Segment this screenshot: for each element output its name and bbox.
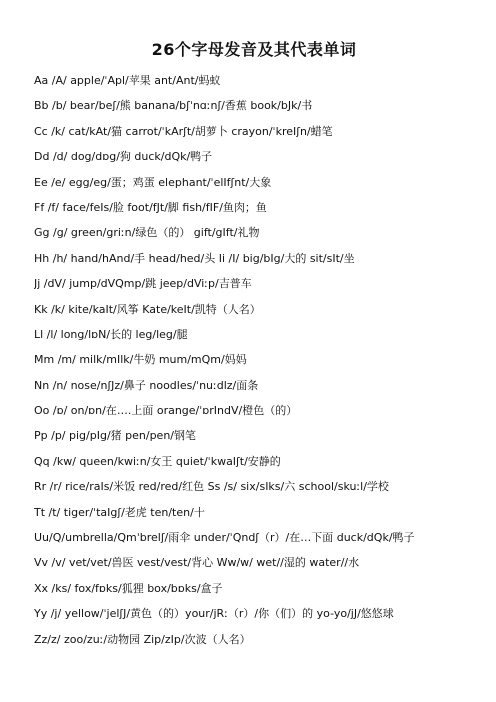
letter-line: Mm /m/ milk/mIlk/牛奶 mum/mQm/妈妈 (34, 353, 247, 367)
letter-line: Cc /k/ cat/kAt/猫 carrot/ˈkArʃt/胡萝卜 crayon/ˈkreIʃn/蜡笔 (34, 124, 333, 138)
letter-line: Gg /g/ green/griːn/绿色（的） gift/gIft/礼物 (34, 226, 260, 240)
letter-line: Xx /ks/ fox/fɒks/狐狸 box/bɒks/盒子 (34, 581, 223, 595)
letter-line: Hh /h/ hand/hAnd/手 head/hed/头 Ii /I/ big/bIg/大的 sit/sIt/坐 (34, 251, 355, 265)
letter-line: Ee /e/ egg/eg/蛋；鸡蛋 elephant/ˈelIfʃnt/大象 (34, 175, 272, 189)
letter-line: Ll /l/ long/lɒN/长的 leg/leg/腿 (34, 327, 188, 341)
page-title: 26个字母发音及其代表单词 (151, 40, 357, 59)
letter-line: Rr /r/ rice/raIs/米饭 red/red/红色 Ss /s/ six/sIks/六 school/skuːl/学校 (34, 480, 389, 494)
letter-line: Uu/Q/umbrella/Qmˈbrelʃ/雨伞 under/ˈQndʃ（r）/在…下面 duck/dQk/鸭子 (34, 531, 415, 545)
letter-line: Nn /n/ nose/nʃJz/鼻子 noodles/ˈnuːdlz/面条 (34, 378, 259, 392)
word-list (34, 68, 474, 652)
letter-line: Dd /d/ dog/dɒg/狗 duck/dQk/鸭子 (34, 150, 213, 164)
letter-line: Jj /dV/ jump/dVQmp/跳 jeep/dViːp/吉普车 (34, 277, 252, 291)
letter-line: Bb /b/ bear/beʃ/熊 banana/bʃˈnɑːnʃ/香蕉 book/bJk/书 (34, 99, 313, 113)
letter-line: Zz/z/ zoo/zuː/动物园 Zip/zIp/次波（人名） (34, 632, 251, 646)
letter-line: Kk /k/ kite/kaIt/风筝 Kate/keIt/凯特（人名） (34, 302, 261, 316)
letter-line: Pp /p/ pig/pIg/猪 pen/pen/钢笔 (34, 429, 196, 443)
letter-line: Aa /A/ apple/ˈApl/苹果 ant/Ant/蚂蚁 (34, 74, 221, 87)
letter-line: Tt /t/ tiger/ˈtaIgʃ/老虎 ten/ten/十 (34, 505, 205, 519)
letter-line: Ff /f/ face/feIs/脸 foot/fJt/脚 fish/fIF/鱼肉；鱼 (34, 200, 267, 214)
letter-line: Oo /ɒ/ on/ɒn/在….上面 orange/ˈɒrIndV/橙色（的） (34, 404, 298, 418)
letter-line: Vv /v/ vet/vet/兽医 vest/vest/背心 Ww/w/ wet//湿的 water//水 (34, 556, 360, 570)
letter-line: Qq /kw/ queen/kwiːn/女王 quiet/ˈkwaIʃt/安静的 (34, 454, 281, 468)
letter-line: Yy /j/ yellow/ˈjelʃJ/黄色（的）your/jRː（r）/你（们）的 yo-yo/jJ/悠悠球 (34, 607, 394, 621)
